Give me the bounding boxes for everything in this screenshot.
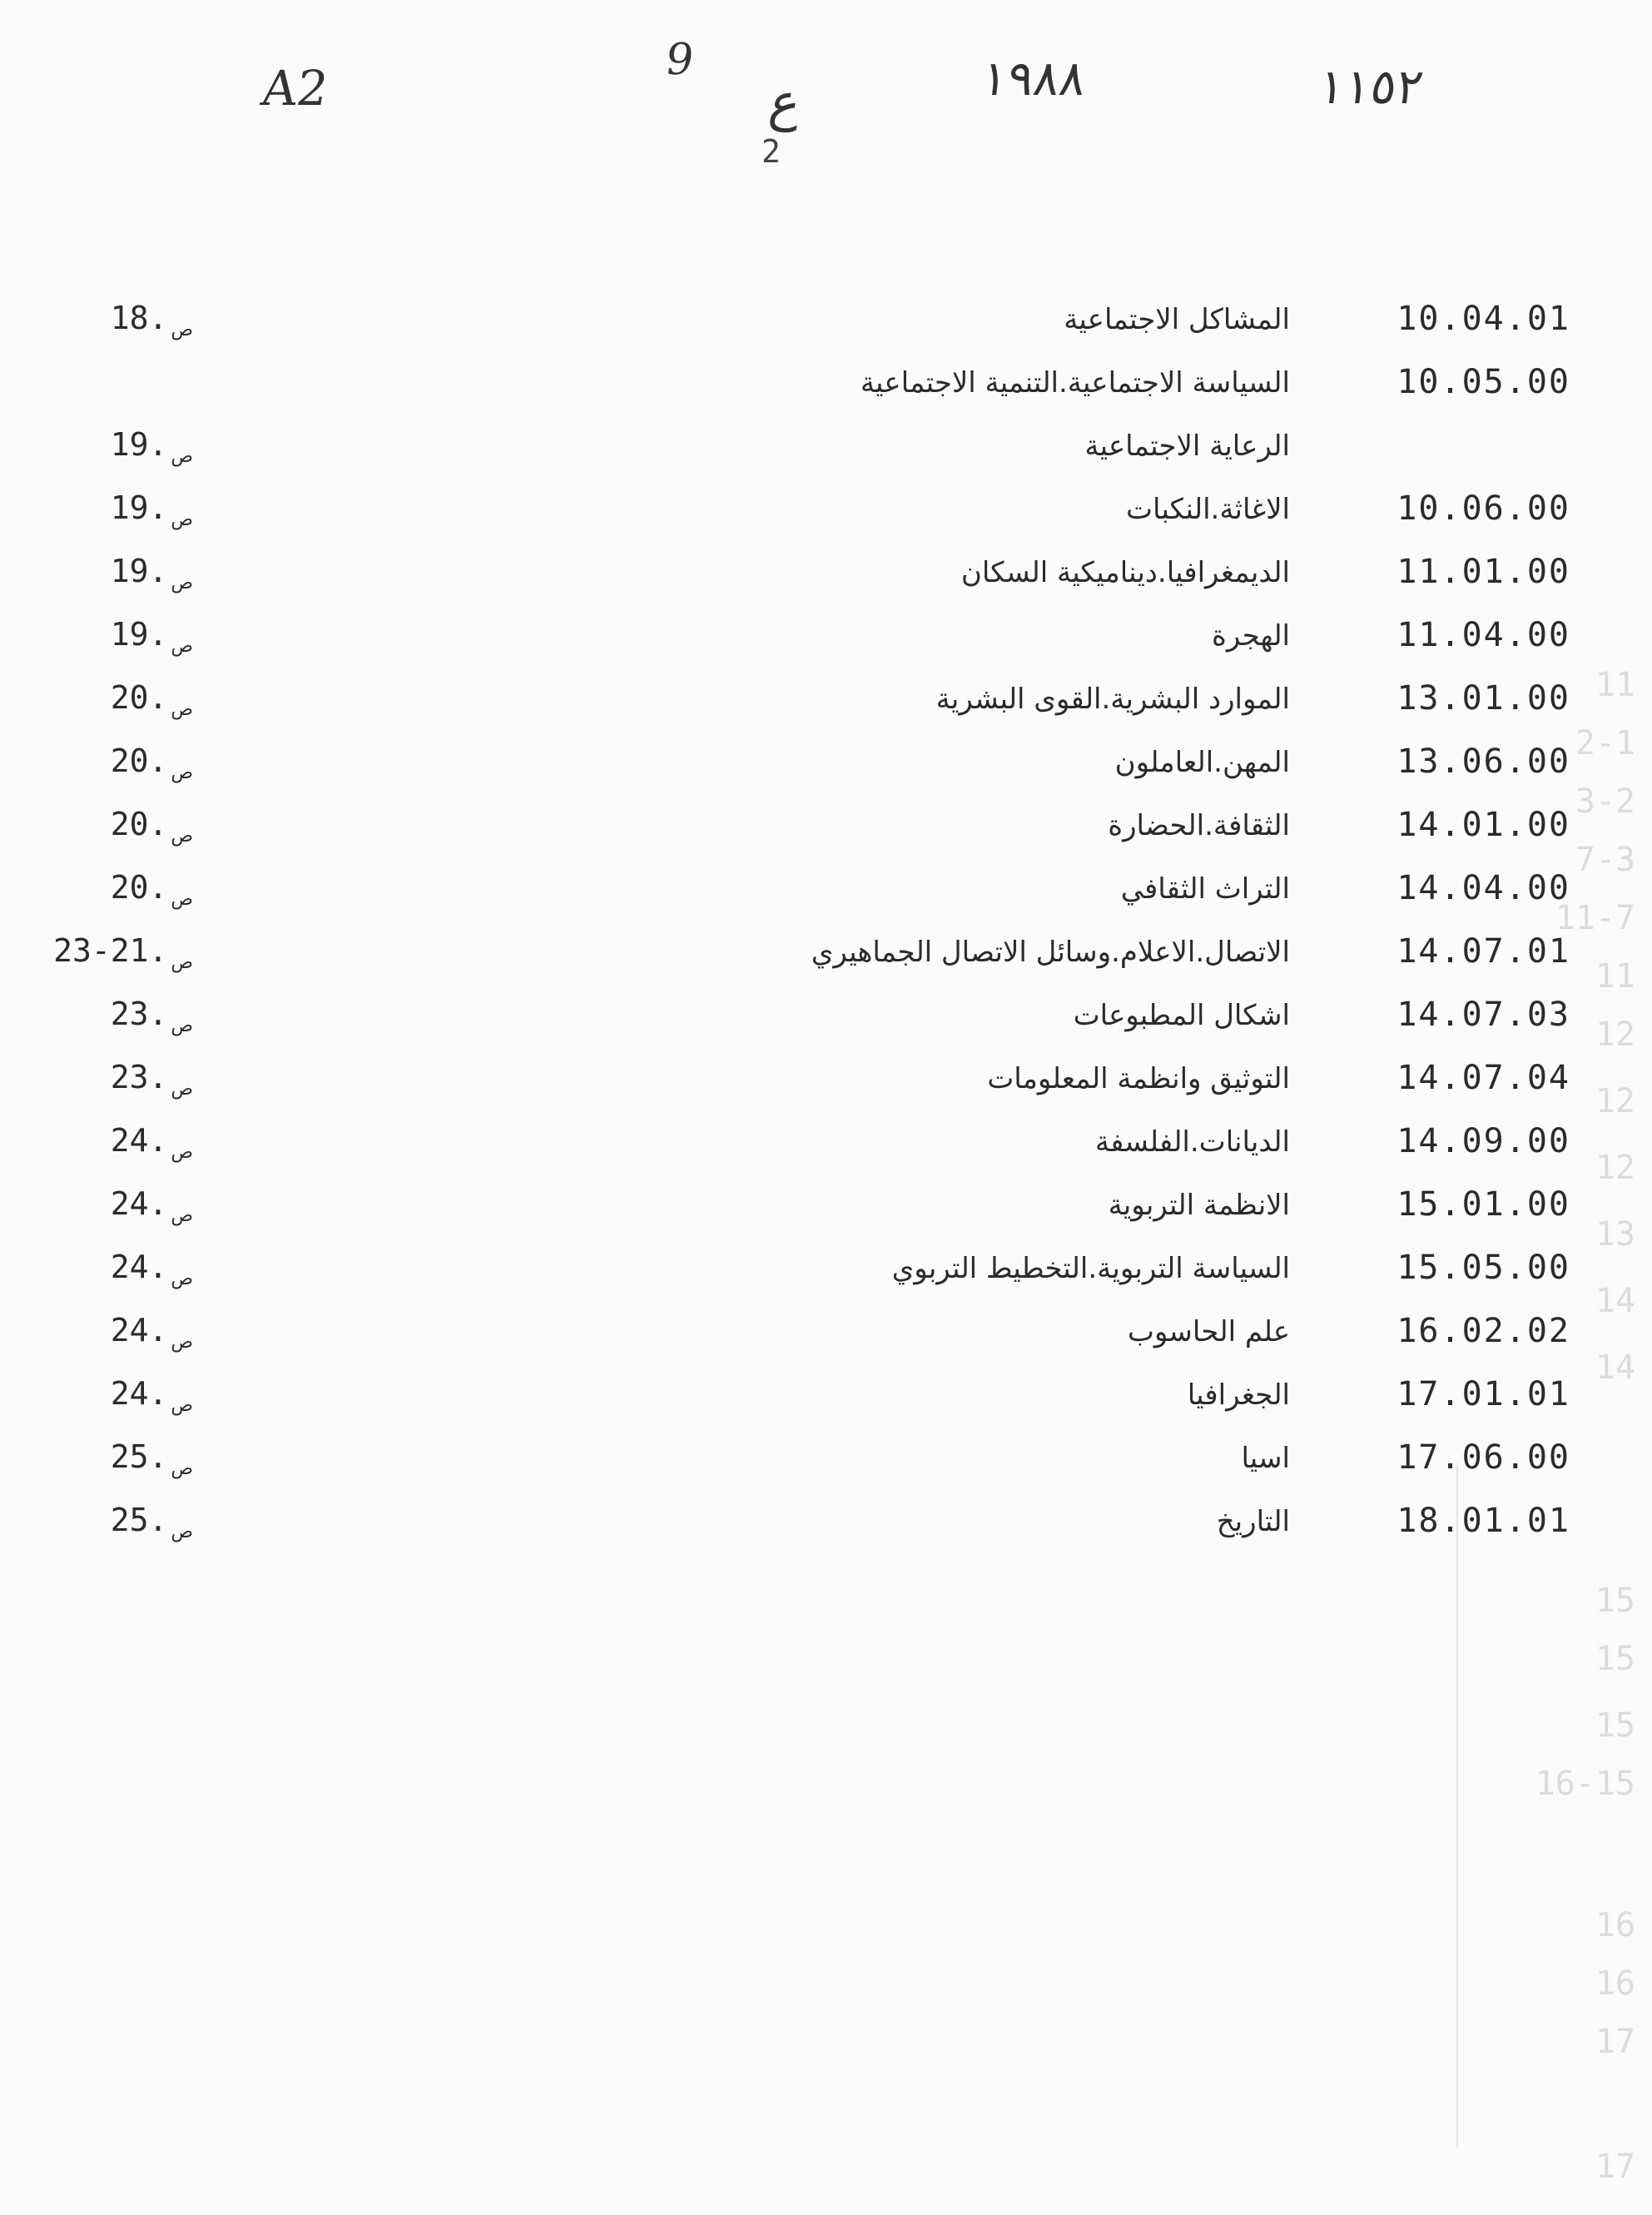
entry-page-number: 25	[110, 1438, 149, 1475]
entry-code: 18.01.01	[1397, 1502, 1570, 1540]
entry-page-number: 19	[110, 426, 149, 463]
index-entry	[0, 489, 1652, 556]
index-entry	[0, 869, 1652, 936]
entry-code: 14.01.00	[1397, 806, 1570, 844]
entry-code: 13.01.00	[1397, 679, 1570, 718]
entry-title: السياسة الاجتماعية.التنمية الاجتماعية	[860, 366, 1290, 400]
entry-page-number: 24	[110, 1249, 149, 1285]
entry-code: 14.07.01	[1397, 932, 1570, 971]
page-label: ص	[171, 1522, 193, 1542]
index-entry	[0, 1312, 1652, 1378]
page-label: ص	[171, 699, 193, 720]
index-entry	[0, 932, 1652, 999]
page-label: ص	[171, 889, 193, 910]
entry-page-number: 20	[110, 869, 149, 906]
entry-page-number: 20	[110, 679, 149, 716]
page-label: ص	[171, 1016, 193, 1036]
page-number: 2	[762, 133, 781, 170]
entry-page-ref: 25. ص	[110, 1438, 193, 1479]
entry-page-ref: 20. ص	[110, 869, 193, 910]
entry-title: الرعاية الاجتماعية	[1084, 430, 1290, 463]
index-entry	[0, 1502, 1652, 1568]
handwritten-year: ١٩٨٨	[978, 50, 1090, 107]
entry-code: 14.04.00	[1397, 869, 1570, 907]
entry-page-ref: 20. ص	[110, 742, 193, 783]
index-entry	[0, 616, 1652, 683]
index-entry	[0, 426, 1652, 493]
entry-code: 11.01.00	[1397, 553, 1570, 591]
handwritten-ayn: ع	[765, 72, 806, 132]
entry-page-ref: 23-21. ص	[53, 932, 193, 973]
page-label: ص	[171, 1395, 193, 1416]
entry-code: 14.07.04	[1397, 1059, 1570, 1097]
entry-code: 13.06.00	[1397, 742, 1570, 781]
index-entry	[0, 996, 1652, 1062]
page-label: ص	[171, 509, 193, 530]
entry-title: المهن.العاملون	[1114, 746, 1290, 779]
page-label: ص	[171, 1205, 193, 1226]
entry-title: الديانات.الفلسفة	[1094, 1125, 1290, 1159]
page-label: ص	[171, 1332, 193, 1353]
entry-page-ref: 19. ص	[110, 426, 193, 467]
entry-page-ref: 20. ص	[110, 679, 193, 720]
page-label: ص	[171, 1079, 193, 1100]
entry-title: اسيا	[1241, 1442, 1290, 1475]
index-entry	[0, 1122, 1652, 1189]
entry-page-ref: 19. ص	[110, 489, 193, 530]
entry-page-ref: 24. ص	[110, 1249, 193, 1289]
entry-page-number: 24	[110, 1375, 149, 1412]
entry-code: 15.01.00	[1397, 1185, 1570, 1224]
entry-title: التاريخ	[1216, 1505, 1290, 1538]
entry-title: علم الحاسوب	[1127, 1315, 1290, 1348]
entry-page-ref: 23. ص	[110, 1059, 193, 1100]
entry-title: المشاكل الاجتماعية	[1064, 303, 1290, 336]
entry-code: 16.02.02	[1397, 1312, 1570, 1350]
index-entry	[0, 1059, 1652, 1125]
entry-page-number: 24	[110, 1185, 149, 1222]
index-entry	[0, 742, 1652, 809]
entry-code: 17.06.00	[1397, 1438, 1570, 1477]
entry-code: 10.04.01	[1397, 300, 1570, 338]
entry-code: 10.06.00	[1397, 489, 1570, 528]
entry-page-number: 24	[110, 1312, 149, 1348]
page-label: ص	[171, 1142, 193, 1163]
entry-code: 17.01.01	[1397, 1375, 1570, 1413]
page-label: ص	[171, 1269, 193, 1289]
entry-title: الجغرافيا	[1187, 1378, 1290, 1412]
entry-page-ref: 25. ص	[110, 1502, 193, 1542]
entry-page-ref: 24. ص	[110, 1312, 193, 1353]
entry-code: 10.05.00	[1397, 363, 1570, 401]
page-label: ص	[171, 446, 193, 467]
entry-page-number: 19	[110, 489, 149, 526]
entry-page-ref: 24. ص	[110, 1375, 193, 1416]
index-entry	[0, 553, 1652, 619]
index-entry	[0, 1375, 1652, 1442]
document-page: 11 2-1 3-2 7-3 11-7 11 12 12 12 13 14 14 15 15 15 16-15 16 16 17 17 A2 9 ع ١٩٨٨ ١١٥٢ 2 10.04.01 المشاكل الاجتماعية 18. ص 10.05.00 السياسة الاجتماعية.التنمية الاجتماعية الرعاية الاجتماعية 19. ص 10.06.00 الاغاثة.النكبات 19. ص 11.01.00 الديمغرافيا.ديناميكية السكان 19. ص 11.04.00 الهجرة 19. ص 13.01.00 الموارد البشرية.القوى البشرية 20. ص 13.06.00 المهن.العاملون 20. ص 14.01.00 الثقافة.الحضارة 20. ص 14.04.00 التراث الثقافي 20. ص 14.07.01 الاتصال.الاعلام.وسائل الاتصال الجماهيري 23-21. ص 14.07.03 اشكال المطبوعات 23. ص 14.07.04 التوثيق وانظمة المعلومات 23. ص 14.09.00 الديانات.الفلسفة 24. ص 15.01.00 الانظمة التربوية 24. ص 15.05.00 السياسة التربوية.التخطيط التربوي 24. ص 16.02.02 علم الحاسوب 24. ص 17.01.01 الجغرافيا 24. ص 17.06.00 اسيا 25. ص 18.01.01 التاريخ 25. ص	[0, 0, 1652, 2215]
entry-title: التراث الثقافي	[1120, 872, 1290, 906]
page-label: ص	[171, 573, 193, 593]
entry-code: 15.05.00	[1397, 1249, 1570, 1287]
page-label: ص	[171, 1458, 193, 1479]
entry-title: اشكال المطبوعات	[1073, 999, 1290, 1032]
page-label: ص	[171, 952, 193, 973]
handwritten-document-number: ١١٥٢	[1315, 58, 1427, 115]
entry-page-number: 20	[110, 806, 149, 842]
entry-title: الاتصال.الاعلام.وسائل الاتصال الجماهيري	[811, 936, 1290, 969]
entry-page-ref: 19. ص	[110, 553, 193, 593]
index-entry	[0, 679, 1652, 746]
entry-page-number: 25	[110, 1502, 149, 1538]
entry-title: الثقافة.الحضارة	[1108, 809, 1290, 842]
entry-page-ref: 20. ص	[110, 806, 193, 847]
entry-page-number: 19	[110, 553, 149, 589]
entry-code: 11.04.00	[1397, 616, 1570, 654]
page-label: ص	[171, 636, 193, 657]
entry-page-number: 19	[110, 616, 149, 653]
entry-page-ref: 24. ص	[110, 1122, 193, 1163]
entry-page-ref: 23. ص	[110, 996, 193, 1036]
page-label: ص	[171, 826, 193, 847]
entry-code: 14.09.00	[1397, 1122, 1570, 1160]
index-entry	[0, 300, 1652, 366]
entry-page-number: 23-21	[53, 932, 149, 969]
entry-title: التوثيق وانظمة المعلومات	[987, 1062, 1290, 1095]
index-entry	[0, 1438, 1652, 1505]
entry-page-number: 18	[110, 300, 149, 336]
page-label: ص	[171, 762, 193, 783]
entry-page-ref: 24. ص	[110, 1185, 193, 1226]
index-entry	[0, 363, 1652, 430]
entry-page-number: 24	[110, 1122, 149, 1159]
entry-title: الموارد البشرية.القوى البشرية	[935, 683, 1290, 716]
handwritten-reference: A2	[258, 60, 332, 117]
index-entry	[0, 806, 1652, 872]
entry-code: 14.07.03	[1397, 996, 1570, 1034]
entry-title: الانظمة التربوية	[1108, 1189, 1290, 1222]
index-entry	[0, 1249, 1652, 1315]
page-label: ص	[171, 320, 193, 340]
handwritten-number-9: 9	[662, 35, 697, 85]
entry-title: السياسة التربوية.التخطيط التربوي	[891, 1252, 1290, 1285]
entry-title: الاغاثة.النكبات	[1126, 493, 1290, 526]
entry-page-ref: 18. ص	[110, 300, 193, 340]
entry-page-number: 20	[110, 742, 149, 779]
index-entry	[0, 1185, 1652, 1252]
entry-page-number: 23	[110, 996, 149, 1032]
entry-page-ref: 19. ص	[110, 616, 193, 657]
entry-title: الهجرة	[1212, 619, 1290, 653]
entry-page-number: 23	[110, 1059, 149, 1095]
entry-title: الديمغرافيا.ديناميكية السكان	[960, 556, 1290, 589]
